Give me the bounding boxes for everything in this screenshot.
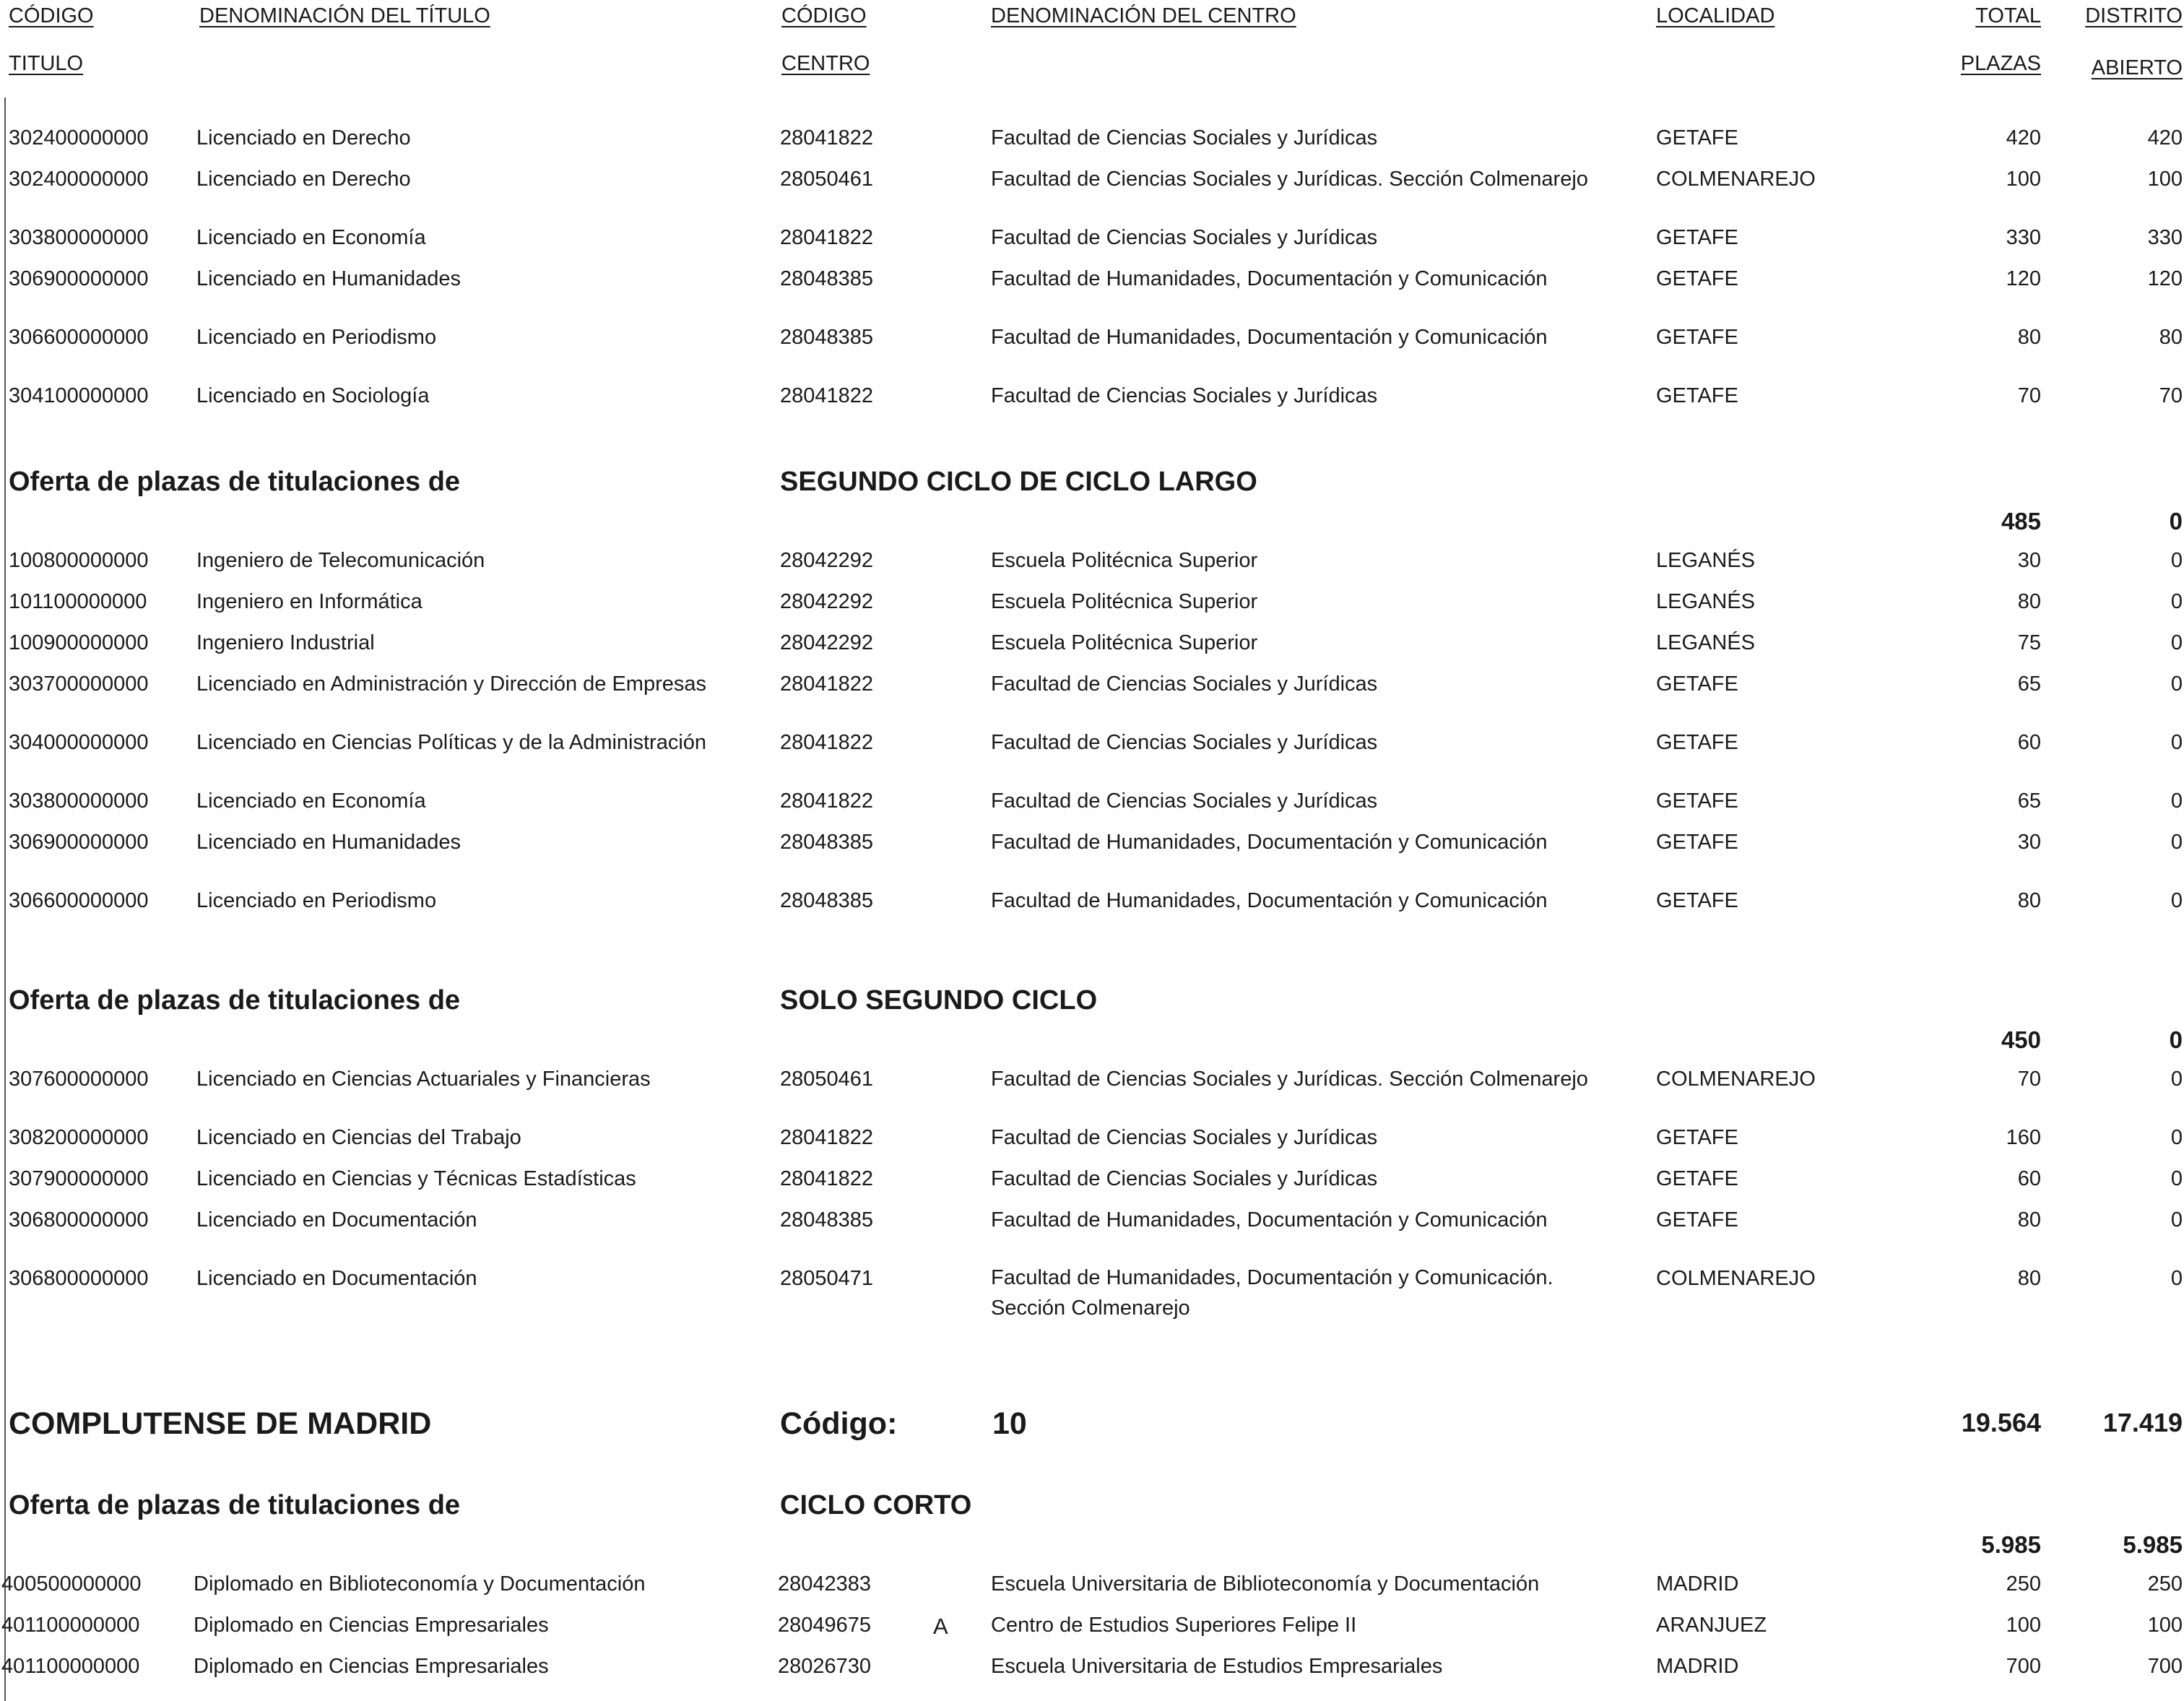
denominacion-titulo: Licenciado en Ciencias Políticas y de la Administración xyxy=(196,731,707,754)
header-distrito-line2: ABIERTO xyxy=(2091,56,2183,79)
total-plazas: 330 xyxy=(2006,226,2041,249)
table-row xyxy=(0,1267,2184,1332)
section-type: SEGUNDO CICLO DE CICLO LARGO xyxy=(780,467,1257,497)
denominacion-centro: Centro de Estudios Superiores Felipe II xyxy=(991,1614,1357,1637)
section-label: Oferta de plazas de titulaciones de xyxy=(9,1490,461,1520)
localidad: LEGANÉS xyxy=(1656,590,1755,613)
codigo-titulo: 401100000000 xyxy=(1,1614,140,1637)
total-plazas: 70 xyxy=(2017,384,2041,407)
university-total: 19.564 xyxy=(1961,1408,2041,1437)
table-row xyxy=(0,226,2184,255)
codigo-titulo: 401100000000 xyxy=(1,1655,140,1678)
denominacion-centro: Facultad de Ciencias Sociales y Jurídicas xyxy=(991,789,1378,813)
distrito-abierto: 0 xyxy=(2170,889,2183,912)
codigo-titulo: 303700000000 xyxy=(9,672,149,696)
denominacion-centro: Escuela Universitaria de Biblioteconomía y Documentación xyxy=(991,1572,1540,1596)
localidad: COLMENAREJO xyxy=(1656,1068,1816,1091)
denominacion-centro: Facultad de Ciencias Sociales y Jurídicas. Sección Colmenarejo xyxy=(991,168,1588,191)
codigo-centro: 28041822 xyxy=(780,1167,874,1190)
header-codigo-titulo: CÓDIGO xyxy=(9,4,94,27)
localidad: GETAFE xyxy=(1656,731,1738,754)
denominacion-centro: Facultad de Ciencias Sociales y Jurídicas xyxy=(991,672,1378,696)
codigo-centro: 28041822 xyxy=(780,789,874,813)
distrito-abierto: 0 xyxy=(2170,1267,2183,1290)
total-plazas: 60 xyxy=(2017,731,2041,754)
distrito-abierto: 120 xyxy=(2147,267,2183,290)
denominacion-centro: Facultad de Ciencias Sociales y Jurídicas xyxy=(991,226,1378,249)
total-plazas: 30 xyxy=(2017,831,2041,854)
distrito-abierto: 70 xyxy=(2159,384,2183,407)
distrito-abierto: 250 xyxy=(2147,1572,2183,1596)
denominacion-titulo: Ingeniero en Informática xyxy=(196,590,422,613)
total-plazas: 70 xyxy=(2017,1068,2041,1091)
distrito-abierto: 0 xyxy=(2170,631,2183,654)
section-distrito-total: 0 xyxy=(2169,508,2183,534)
codigo-titulo: 306900000000 xyxy=(9,267,149,290)
denominacion-titulo: Diplomado en Ciencias Empresariales xyxy=(194,1614,549,1637)
total-plazas: 75 xyxy=(2017,631,2041,654)
total-plazas: 120 xyxy=(2006,267,2041,290)
table-row xyxy=(0,590,2184,619)
university-code: 10 xyxy=(992,1406,1027,1441)
denominacion-titulo: Ingeniero Industrial xyxy=(196,631,375,654)
total-plazas: 420 xyxy=(2006,126,2041,150)
denominacion-titulo: Diplomado en Biblioteconomía y Documentación xyxy=(194,1572,646,1596)
localidad: MADRID xyxy=(1656,1655,1739,1678)
table-row xyxy=(0,326,2184,355)
section-label: Oferta de plazas de titulaciones de xyxy=(9,467,461,497)
university-code-label: Código: xyxy=(780,1406,898,1441)
total-plazas: 100 xyxy=(2006,168,2041,191)
distrito-abierto: 100 xyxy=(2147,168,2183,191)
table-row xyxy=(0,267,2184,296)
header-codigo-titulo-line2: TITULO xyxy=(9,52,84,75)
table-row xyxy=(0,1614,2184,1642)
denominacion-titulo: Licenciado en Periodismo xyxy=(196,889,437,912)
denominacion-titulo: Licenciado en Periodismo xyxy=(196,326,437,349)
header-total: TOTAL xyxy=(1975,4,2041,27)
centro-mark: A xyxy=(933,1614,948,1639)
localidad: COLMENAREJO xyxy=(1656,1267,1816,1290)
denominacion-centro: Facultad de Humanidades, Documentación y Comunicación. Sección Colmenarejo xyxy=(991,1266,1554,1320)
section-type: CICLO CORTO xyxy=(780,1490,972,1520)
distrito-abierto: 0 xyxy=(2170,549,2183,572)
header-denominacion-titulo: DENOMINACIÓN DEL TÍTULO xyxy=(199,4,490,27)
codigo-centro: 28041822 xyxy=(780,226,874,249)
distrito-abierto: 0 xyxy=(2170,1126,2183,1149)
denominacion-titulo: Licenciado en Administración y Dirección de Empresas xyxy=(196,672,707,696)
codigo-centro: 28048385 xyxy=(780,267,874,290)
denominacion-titulo: Licenciado en Derecho xyxy=(196,168,411,191)
localidad: GETAFE xyxy=(1656,384,1738,407)
university-distrito-total: 17.419 xyxy=(2102,1408,2183,1437)
distrito-abierto: 0 xyxy=(2170,1208,2183,1232)
denominacion-centro: Facultad de Ciencias Sociales y Jurídicas xyxy=(991,1167,1378,1190)
section-label: Oferta de plazas de titulaciones de xyxy=(9,985,461,1016)
localidad: GETAFE xyxy=(1656,126,1738,150)
codigo-centro: 28041822 xyxy=(780,384,874,407)
codigo-centro: 28042292 xyxy=(780,631,874,654)
distrito-abierto: 100 xyxy=(2147,1614,2183,1637)
total-plazas: 65 xyxy=(2017,789,2041,813)
codigo-centro: 28050461 xyxy=(780,168,874,191)
total-plazas: 80 xyxy=(2017,889,2041,912)
distrito-abierto: 330 xyxy=(2147,226,2183,249)
total-plazas: 100 xyxy=(2006,1614,2041,1637)
denominacion-centro: Facultad de Ciencias Sociales y Jurídicas. Sección Colmenarejo xyxy=(991,1068,1588,1091)
table-row xyxy=(0,1208,2184,1237)
total-plazas: 80 xyxy=(2017,1208,2041,1232)
codigo-titulo: 101100000000 xyxy=(9,590,147,613)
codigo-centro: 28048385 xyxy=(780,326,874,349)
denominacion-titulo: Licenciado en Documentación xyxy=(196,1267,477,1290)
table-row xyxy=(0,631,2184,660)
denominacion-centro: Escuela Politécnica Superior xyxy=(991,549,1258,572)
codigo-titulo: 400500000000 xyxy=(1,1572,142,1596)
codigo-titulo: 302400000000 xyxy=(9,126,149,150)
university-name: COMPLUTENSE DE MADRID xyxy=(9,1406,432,1441)
header-distrito: DISTRITO xyxy=(2085,4,2183,27)
total-plazas: 65 xyxy=(2017,672,2041,696)
distrito-abierto: 80 xyxy=(2159,326,2183,349)
denominacion-titulo: Ingeniero de Telecomunicación xyxy=(196,549,485,572)
total-plazas: 80 xyxy=(2017,1267,2041,1290)
distrito-abierto: 0 xyxy=(2170,831,2183,854)
table-row xyxy=(0,1068,2184,1096)
codigo-centro: 28048385 xyxy=(780,889,874,912)
section-type: SOLO SEGUNDO CICLO xyxy=(780,985,1098,1016)
codigo-titulo: 303800000000 xyxy=(9,789,149,813)
distrito-abierto: 420 xyxy=(2147,126,2183,150)
header-localidad: LOCALIDAD xyxy=(1656,4,1775,27)
codigo-centro: 28042292 xyxy=(780,590,874,613)
codigo-centro: 28048385 xyxy=(780,831,874,854)
codigo-centro: 28042292 xyxy=(780,549,874,572)
table-row xyxy=(0,789,2184,818)
codigo-titulo: 308200000000 xyxy=(9,1126,149,1149)
total-plazas: 250 xyxy=(2006,1572,2041,1596)
localidad: GETAFE xyxy=(1656,889,1738,912)
header-total-line2: PLAZAS xyxy=(1960,52,2041,75)
codigo-titulo: 306800000000 xyxy=(9,1267,149,1290)
denominacion-centro: Facultad de Humanidades, Documentación y Comunicación xyxy=(991,326,1548,349)
section-distrito-total: 0 xyxy=(2169,1026,2183,1053)
codigo-centro: 28026730 xyxy=(778,1655,872,1678)
table-row xyxy=(0,1167,2184,1196)
distrito-abierto: 0 xyxy=(2170,590,2183,613)
denominacion-centro: Facultad de Humanidades, Documentación y Comunicación xyxy=(991,831,1548,854)
denominacion-titulo: Licenciado en Humanidades xyxy=(196,267,461,290)
localidad: GETAFE xyxy=(1656,267,1738,290)
localidad: GETAFE xyxy=(1656,672,1738,696)
section-total: 485 xyxy=(2001,508,2041,534)
table-row xyxy=(0,1126,2184,1155)
total-plazas: 30 xyxy=(2017,549,2041,572)
denominacion-centro: Facultad de Humanidades, Documentación y Comunicación xyxy=(991,1208,1548,1232)
distrito-abierto: 700 xyxy=(2147,1655,2183,1678)
localidad: LEGANÉS xyxy=(1656,549,1755,572)
codigo-titulo: 304100000000 xyxy=(9,384,149,407)
denominacion-centro: Escuela Politécnica Superior xyxy=(991,590,1258,613)
codigo-centro: 28041822 xyxy=(780,1126,874,1149)
codigo-titulo: 306600000000 xyxy=(9,889,149,912)
distrito-abierto: 0 xyxy=(2170,1167,2183,1190)
section-total: 5.985 xyxy=(1981,1531,2041,1558)
table-row xyxy=(0,126,2184,155)
codigo-titulo: 306800000000 xyxy=(9,1208,149,1232)
table-row xyxy=(0,731,2184,760)
codigo-titulo: 306600000000 xyxy=(9,326,149,349)
denominacion-centro: Facultad de Humanidades, Documentación y Comunicación xyxy=(991,889,1548,912)
codigo-titulo: 307900000000 xyxy=(9,1167,149,1190)
localidad: GETAFE xyxy=(1656,1126,1738,1149)
distrito-abierto: 0 xyxy=(2170,672,2183,696)
codigo-centro: 28042383 xyxy=(778,1572,872,1596)
total-plazas: 60 xyxy=(2017,1167,2041,1190)
section-distrito-total: 5.985 xyxy=(2123,1531,2183,1558)
total-plazas: 80 xyxy=(2017,326,2041,349)
denominacion-titulo: Licenciado en Ciencias Actuariales y Financieras xyxy=(196,1068,651,1091)
codigo-titulo: 304000000000 xyxy=(9,731,149,754)
total-plazas: 80 xyxy=(2017,590,2041,613)
codigo-centro: 28041822 xyxy=(780,126,874,150)
codigo-centro: 28049675 xyxy=(778,1614,872,1637)
localidad: GETAFE xyxy=(1656,226,1738,249)
codigo-titulo: 307600000000 xyxy=(9,1068,149,1091)
denominacion-centro: Facultad de Ciencias Sociales y Jurídicas xyxy=(991,731,1378,754)
denominacion-titulo: Licenciado en Ciencias del Trabajo xyxy=(196,1126,521,1149)
localidad: GETAFE xyxy=(1656,1167,1738,1190)
denominacion-titulo: Licenciado en Humanidades xyxy=(196,831,461,854)
total-plazas: 700 xyxy=(2006,1655,2041,1678)
denominacion-titulo: Licenciado en Documentación xyxy=(196,1208,477,1232)
denominacion-centro: Escuela Politécnica Superior xyxy=(991,631,1258,654)
denominacion-centro: Escuela Universitaria de Estudios Empresariales xyxy=(991,1655,1443,1678)
table-row xyxy=(0,384,2184,413)
localidad: GETAFE xyxy=(1656,1208,1738,1232)
localidad: GETAFE xyxy=(1656,789,1738,813)
codigo-titulo: 303800000000 xyxy=(9,226,149,249)
codigo-titulo: 306900000000 xyxy=(9,831,149,854)
table-row xyxy=(0,672,2184,701)
localidad: MADRID xyxy=(1656,1572,1739,1596)
total-plazas: 160 xyxy=(2006,1126,2041,1149)
header-codigo-centro: CÓDIGO xyxy=(781,4,867,27)
table-row xyxy=(0,549,2184,578)
codigo-titulo: 100900000000 xyxy=(9,631,149,654)
denominacion-titulo: Licenciado en Derecho xyxy=(196,126,411,150)
table-row xyxy=(0,168,2184,196)
localidad: GETAFE xyxy=(1656,326,1738,349)
header-codigo-centro-line2: CENTRO xyxy=(781,52,870,75)
codigo-centro: 28050461 xyxy=(780,1068,874,1091)
denominacion-titulo: Licenciado en Sociología xyxy=(196,384,430,407)
distrito-abierto: 0 xyxy=(2170,789,2183,813)
localidad: LEGANÉS xyxy=(1656,631,1755,654)
denominacion-centro: Facultad de Ciencias Sociales y Jurídicas xyxy=(991,384,1378,407)
codigo-centro: 28050471 xyxy=(780,1267,874,1290)
denominacion-titulo: Licenciado en Economía xyxy=(196,226,426,249)
table-row xyxy=(0,831,2184,860)
denominacion-centro: Facultad de Humanidades, Documentación y Comunicación xyxy=(991,267,1548,290)
table-row xyxy=(0,1572,2184,1601)
codigo-titulo: 302400000000 xyxy=(9,168,149,191)
localidad: ARANJUEZ xyxy=(1656,1614,1767,1637)
denominacion-centro: Facultad de Ciencias Sociales y Jurídicas xyxy=(991,1126,1378,1149)
section-total: 450 xyxy=(2001,1026,2041,1053)
denominacion-titulo: Licenciado en Ciencias y Técnicas Estadísticas xyxy=(196,1167,636,1190)
table-row xyxy=(0,1655,2184,1684)
denominacion-titulo: Diplomado en Ciencias Empresariales xyxy=(194,1655,549,1678)
codigo-centro: 28041822 xyxy=(780,672,874,696)
localidad: COLMENAREJO xyxy=(1656,168,1816,191)
distrito-abierto: 0 xyxy=(2170,1068,2183,1091)
codigo-centro: 28041822 xyxy=(780,731,874,754)
table-row xyxy=(0,889,2184,918)
codigo-titulo: 100800000000 xyxy=(9,549,149,572)
codigo-centro: 28048385 xyxy=(780,1208,874,1232)
header-denominacion-centro: DENOMINACIÓN DEL CENTRO xyxy=(991,4,1296,27)
localidad: GETAFE xyxy=(1656,831,1738,854)
denominacion-centro: Facultad de Ciencias Sociales y Jurídicas xyxy=(991,126,1378,150)
distrito-abierto: 0 xyxy=(2170,731,2183,754)
denominacion-titulo: Licenciado en Economía xyxy=(196,789,426,813)
